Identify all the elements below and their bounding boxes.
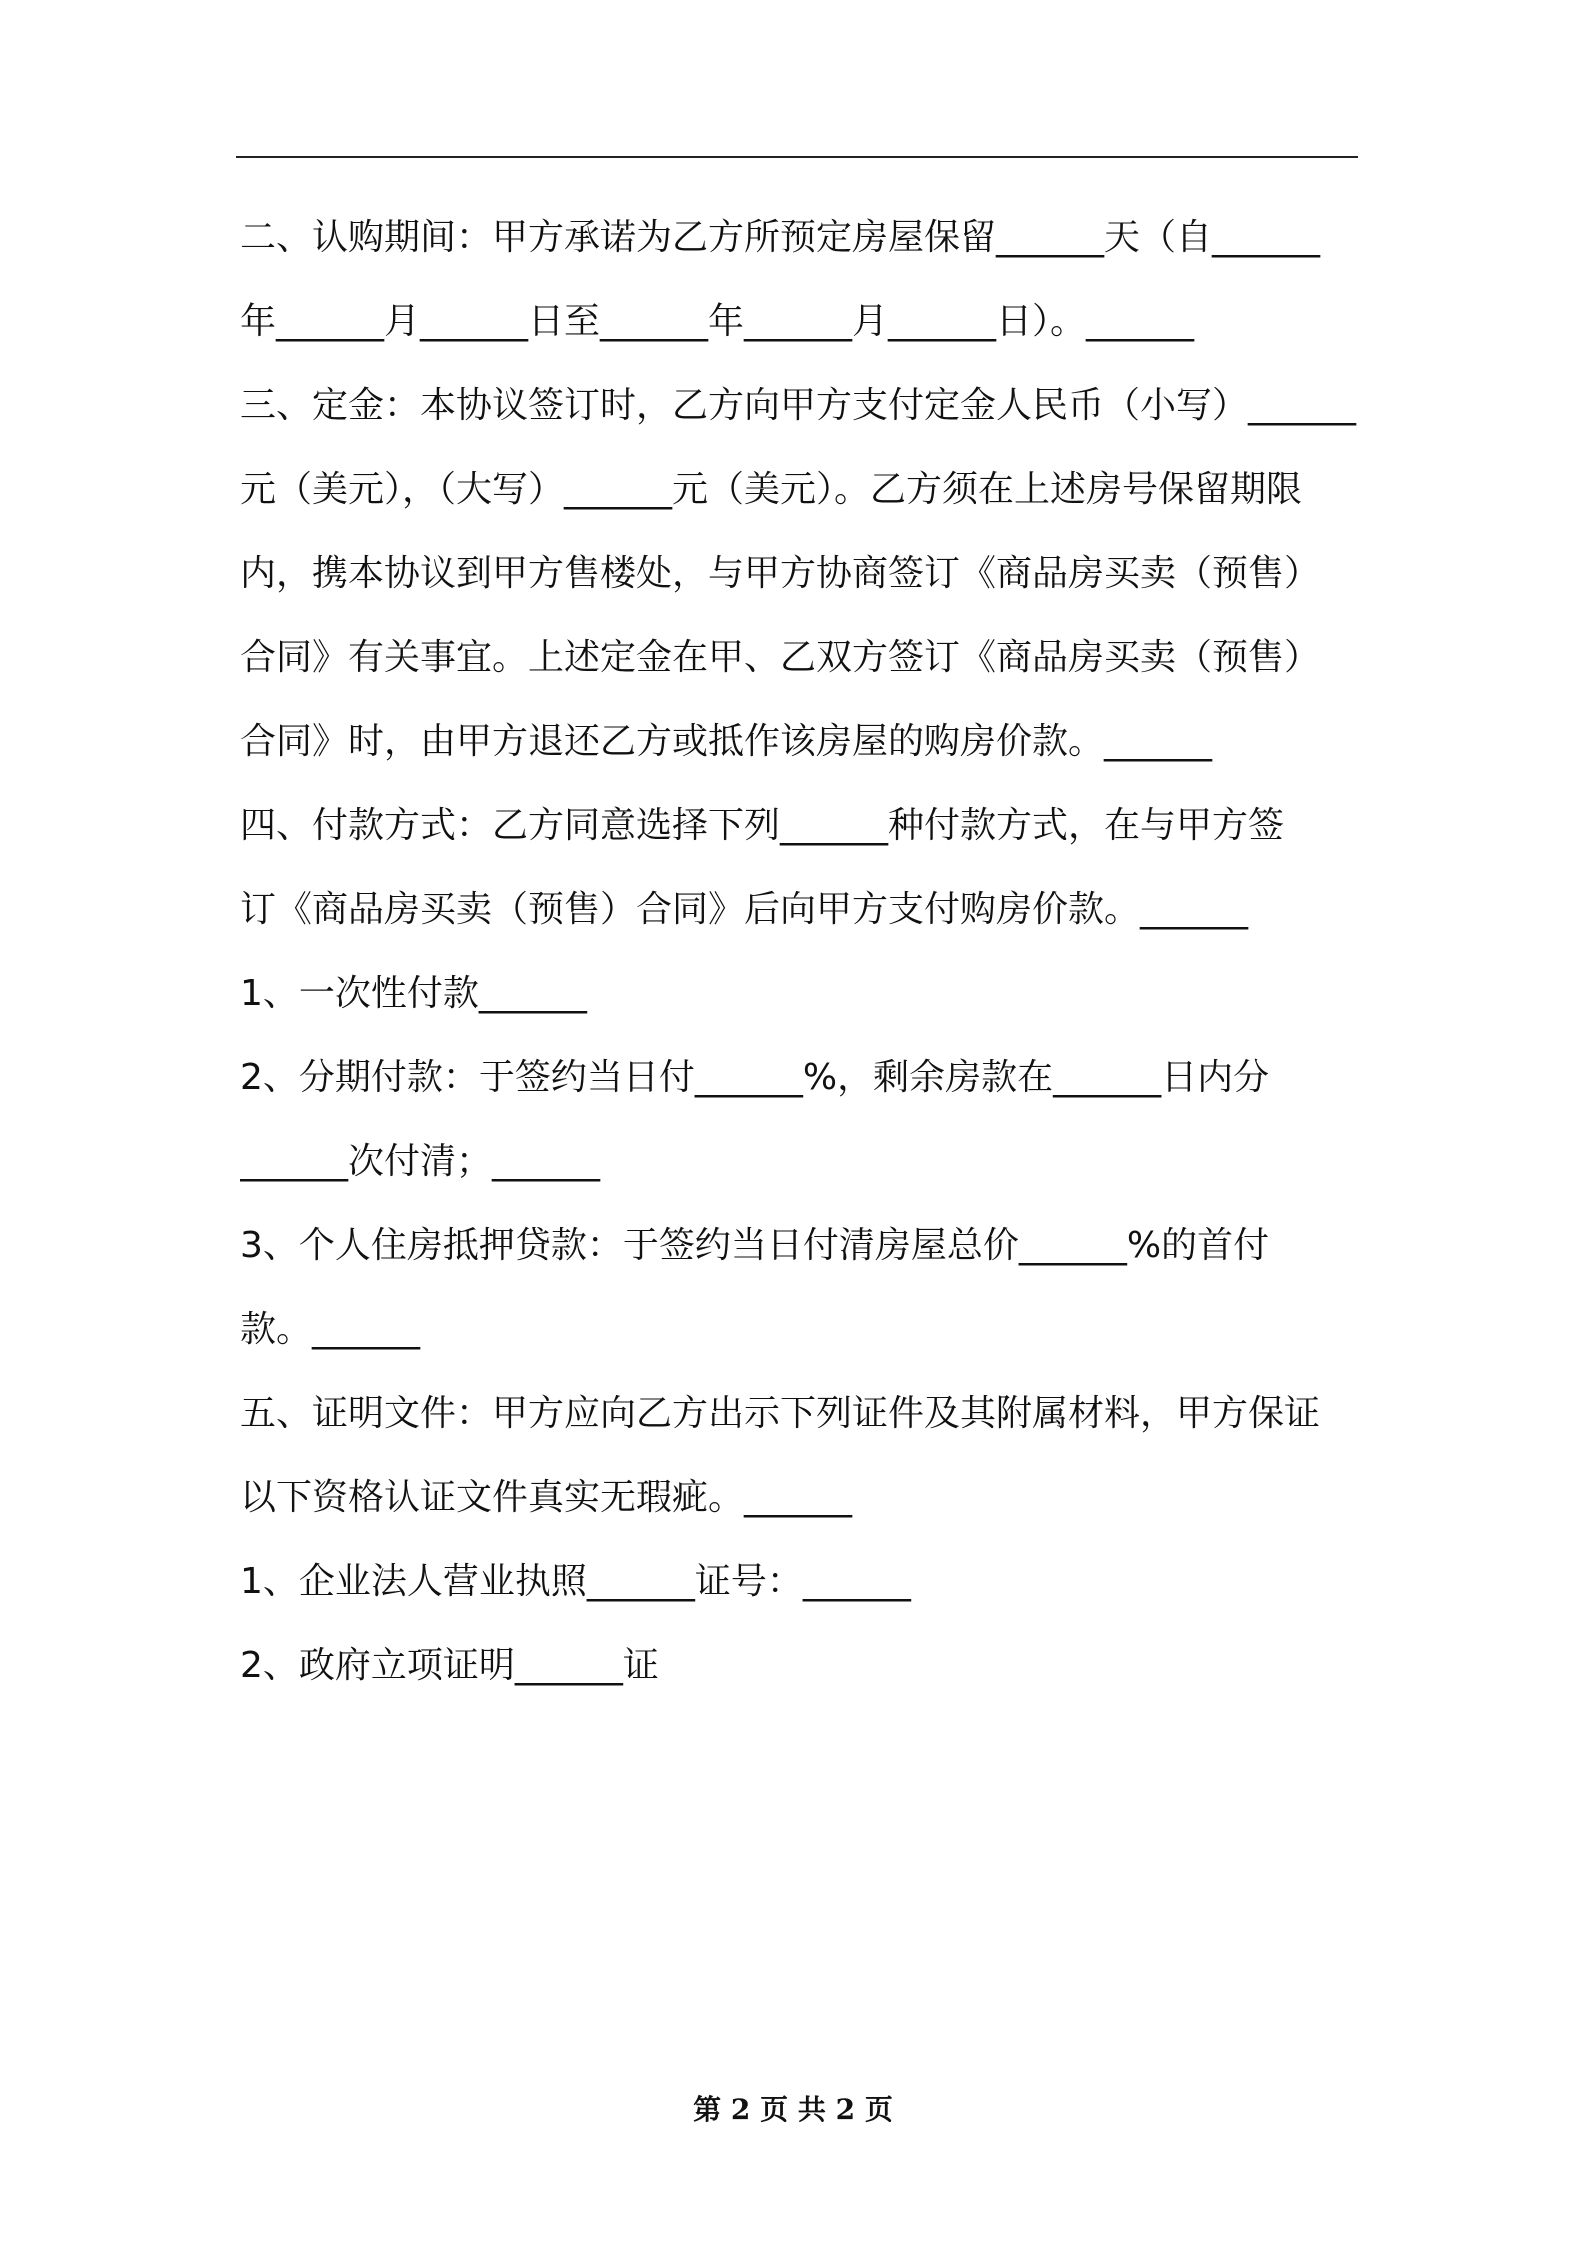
text-line: 1、企业法人营业执照______证号：______ [240, 1561, 911, 1602]
header-divider [236, 156, 1358, 158]
text-line: 2、分期付款：于签约当日付______%，剩余房款在______日内分 [240, 1057, 1270, 1098]
text-line: 款。______ [240, 1309, 421, 1350]
text-line: 3、个人住房抵押贷款：于签约当日付清房屋总价______%的首付 [240, 1225, 1270, 1266]
text-line: 五、证明文件：甲方应向乙方出示下列证件及其附属材料，甲方保证 [240, 1393, 1321, 1434]
text-line: 年______月______日至______年______月______日）。______ [240, 301, 1195, 342]
text-line: ______次付清；______ [240, 1141, 601, 1182]
document-body [240, 196, 1358, 1708]
text-line: 以下资格认证文件真实无瑕疵。______ [240, 1477, 853, 1518]
text-line: 内，携本协议到甲方售楼处，与甲方协商签订《商品房买卖（预售） [240, 553, 1321, 594]
text-line: 三、定金：本协议签订时，乙方向甲方支付定金人民币（小写）______ [240, 385, 1357, 426]
text-line: 订《商品房买卖（预售）合同》后向甲方支付购房价款。______ [240, 889, 1249, 930]
text-line: 2、政府立项证明______证 [240, 1645, 659, 1686]
text-line: 合同》时，由甲方退还乙方或抵作该房屋的购房价款。______ [240, 721, 1213, 762]
page-number-footer: 第 2 页 共 2 页 [693, 2093, 893, 2126]
text-line: 二、认购期间：甲方承诺为乙方所预定房屋保留______天（自______ [240, 217, 1321, 258]
text-line: 四、付款方式：乙方同意选择下列______种付款方式，在与甲方签 [240, 805, 1285, 846]
text-line: 元（美元），（大写）______元（美元）。乙方须在上述房号保留期限 [240, 469, 1303, 510]
text-line: 1、一次性付款______ [240, 973, 587, 1014]
text-line: 合同》有关事宜。上述定金在甲、乙双方签订《商品房买卖（预售） [240, 637, 1321, 678]
